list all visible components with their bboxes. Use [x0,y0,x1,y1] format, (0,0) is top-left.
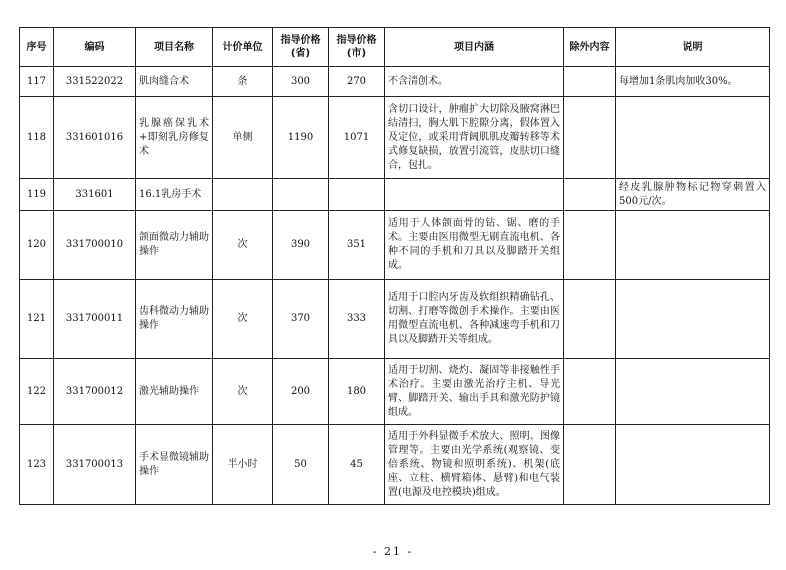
cell-seq: 121 [20,280,54,359]
cell-price-city: 45 [329,425,385,505]
header-unit: 计价单位 [213,28,273,67]
header-name: 项目名称 [136,28,213,67]
header-row [20,28,770,67]
cell-note [616,425,770,505]
header-price-prov: 指导价格(省) [273,28,329,67]
header-exclusion: 除外内容 [564,28,616,67]
cell-unit: 单侧 [213,97,273,179]
cell-code: 331601 [54,179,136,211]
cell-exclusion [564,280,616,359]
cell-code: 331700013 [54,425,136,505]
cell-content [385,179,564,211]
cell-content: 适用于口腔内牙齿及软组织精确钻孔、切割、打磨等微创手术操作。主要由医用微型直流电机、各种减速弯手机和刀具以及脚踏开关等组成。 [385,280,564,359]
cell-note: 经皮乳腺肿物标记物穿刺置入500元/次。 [616,179,770,211]
cell-price-prov: 390 [273,211,329,280]
cell-price-city: 1071 [329,97,385,179]
cell-content: 适用于切割、烧灼、凝固等非接触性手术治疗。主要由激光治疗主机、导光臂、脚踏开关、输出手具和激光防护镜组成。 [385,359,564,425]
page-number: - 21 - [372,545,414,558]
table-row [20,280,770,359]
header-content: 项目内涵 [385,28,564,67]
cell-unit: 次 [213,211,273,280]
table-row [20,425,770,505]
cell-unit: 次 [213,280,273,359]
cell-name: 激光辅助操作 [136,359,213,425]
cell-code: 331700012 [54,359,136,425]
cell-price-prov [273,179,329,211]
cell-price-city [329,179,385,211]
cell-content: 适用于外科显微手术放大、照明、图像管理等。主要由光学系统(观察镜、变倍系统、物镜和照明系统)、机架(底座、立柱、横臂箱体、悬臂)和电气装置(电源及电控模块)组成。 [385,425,564,505]
table-row [20,97,770,179]
cell-name: 乳腺癌保乳术+即刻乳房修复术 [136,97,213,179]
cell-unit [213,179,273,211]
cell-code: 331700011 [54,280,136,359]
cell-unit: 半小时 [213,425,273,505]
fee-table [19,27,770,505]
table-row [20,179,770,211]
cell-unit: 次 [213,359,273,425]
cell-content: 含切口设计，肿瘤扩大切除及腋窝淋巴结清扫，胸大肌下腔隙分离，假体置入及定位，或采用背阔肌肌皮瓣转移等术式修复缺损，放置引流管，皮肤切口缝合，包扎。 [385,97,564,179]
cell-price-city: 333 [329,280,385,359]
cell-seq: 120 [20,211,54,280]
cell-exclusion [564,67,616,97]
cell-price-city: 351 [329,211,385,280]
cell-seq: 119 [20,179,54,211]
cell-note [616,211,770,280]
cell-name: 颌面微动力辅助操作 [136,211,213,280]
cell-exclusion [564,97,616,179]
cell-name: 齿科微动力辅助操作 [136,280,213,359]
cell-seq: 118 [20,97,54,179]
cell-exclusion [564,179,616,211]
table-row [20,67,770,97]
header-seq: 序号 [20,28,54,67]
cell-note [616,97,770,179]
cell-name: 肌肉缝合术 [136,67,213,97]
cell-name: 16.1乳房手术 [136,179,213,211]
table-row [20,359,770,425]
cell-code: 331700010 [54,211,136,280]
cell-seq: 123 [20,425,54,505]
table-row [20,211,770,280]
cell-exclusion [564,359,616,425]
cell-seq: 117 [20,67,54,97]
header-code: 编码 [54,28,136,67]
cell-code: 331522022 [54,67,136,97]
cell-price-prov: 50 [273,425,329,505]
cell-seq: 122 [20,359,54,425]
cell-name: 手术显微镜辅助操作 [136,425,213,505]
cell-price-prov: 1190 [273,97,329,179]
cell-note: 每增加1条肌肉加收30%。 [616,67,770,97]
cell-note [616,359,770,425]
cell-price-prov: 200 [273,359,329,425]
cell-code: 331601016 [54,97,136,179]
cell-price-city: 270 [329,67,385,97]
cell-price-prov: 370 [273,280,329,359]
cell-content: 适用于人体颌面骨的钻、锯、磨的手术。主要由医用微型无刷直流电机、各种不同的手机和刀具以及脚踏开关组成。 [385,211,564,280]
cell-exclusion [564,211,616,280]
header-price-city: 指导价格(市) [329,28,385,67]
cell-exclusion [564,425,616,505]
cell-unit: 条 [213,67,273,97]
header-note: 说明 [616,28,770,67]
cell-note [616,280,770,359]
cell-content: 不含清创术。 [385,67,564,97]
cell-price-prov: 300 [273,67,329,97]
cell-price-city: 180 [329,359,385,425]
